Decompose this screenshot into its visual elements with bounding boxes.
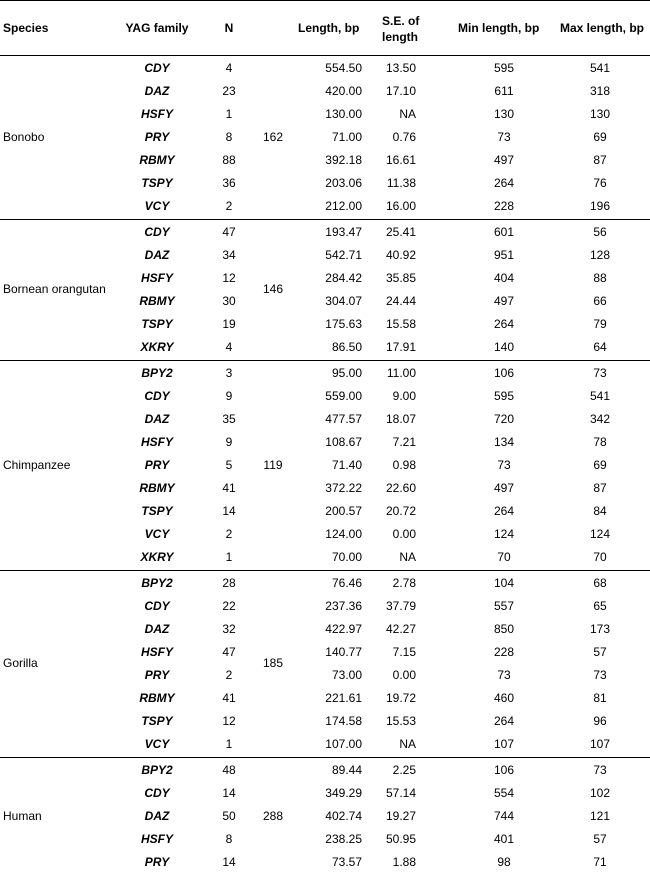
max-length-value: 541 bbox=[589, 389, 611, 403]
header-yag-family: YAG family bbox=[125, 21, 189, 35]
length-value: 304.07 bbox=[325, 294, 362, 308]
se-value: 20.72 bbox=[385, 504, 416, 518]
min-length-value: 744 bbox=[493, 809, 515, 823]
table-header bbox=[0, 0, 650, 56]
se-value: 15.58 bbox=[385, 317, 416, 331]
table-row bbox=[0, 454, 650, 477]
length-value: 284.42 bbox=[325, 271, 362, 285]
table-row bbox=[0, 664, 650, 687]
n-value: 9 bbox=[225, 435, 233, 449]
max-length-value: 56 bbox=[593, 225, 607, 239]
length-value: 70.00 bbox=[331, 550, 362, 564]
se-value: 11.00 bbox=[386, 366, 416, 380]
length-value: 140.77 bbox=[325, 645, 362, 659]
n-value: 22 bbox=[222, 599, 236, 613]
max-length-value: 64 bbox=[593, 340, 607, 354]
header-species: Species bbox=[3, 21, 49, 35]
yag-family: XKRY bbox=[140, 340, 174, 354]
species-total: 185 bbox=[262, 656, 284, 670]
yag-family: PRY bbox=[144, 130, 170, 144]
se-value: 0.98 bbox=[392, 458, 416, 472]
min-length-value: 720 bbox=[493, 412, 515, 426]
min-length-value: 107 bbox=[493, 737, 515, 751]
yag-family: HSFY bbox=[140, 107, 173, 121]
yag-family: XKRY bbox=[140, 550, 174, 564]
species-name: Bonobo bbox=[3, 130, 45, 144]
species-group bbox=[0, 759, 650, 874]
table-row bbox=[0, 80, 650, 103]
min-length-value: 595 bbox=[493, 61, 515, 75]
se-value: 57.14 bbox=[385, 786, 416, 800]
max-length-value: 57 bbox=[593, 645, 607, 659]
yag-family: BPY2 bbox=[141, 576, 173, 590]
length-value: 174.58 bbox=[325, 714, 362, 728]
table-row bbox=[0, 103, 650, 126]
max-length-value: 87 bbox=[593, 153, 607, 167]
n-value: 35 bbox=[222, 412, 236, 426]
length-value: 238.25 bbox=[325, 832, 362, 846]
table-row bbox=[0, 385, 650, 408]
group-divider bbox=[0, 757, 650, 758]
group-divider bbox=[0, 360, 650, 361]
table-row bbox=[0, 57, 650, 80]
min-length-value: 404 bbox=[493, 271, 515, 285]
species-name: Bornean orangutan bbox=[3, 282, 106, 296]
species-total: 146 bbox=[262, 282, 284, 296]
length-value: 349.29 bbox=[325, 786, 362, 800]
length-value: 477.57 bbox=[325, 412, 362, 426]
max-length-value: 196 bbox=[589, 199, 611, 213]
length-value: 237.36 bbox=[325, 599, 362, 613]
min-length-value: 70 bbox=[497, 550, 511, 564]
yag-family: CDY bbox=[144, 225, 170, 239]
yag-family: DAZ bbox=[144, 622, 170, 636]
se-value: 7.15 bbox=[392, 645, 416, 659]
min-length-value: 264 bbox=[493, 504, 515, 518]
max-length-value: 342 bbox=[589, 412, 611, 426]
se-value: 17.10 bbox=[385, 84, 416, 98]
length-value: 71.00 bbox=[331, 130, 362, 144]
length-value: 193.47 bbox=[325, 225, 362, 239]
n-value: 14 bbox=[222, 504, 236, 518]
min-length-value: 497 bbox=[493, 294, 515, 308]
se-value: 16.00 bbox=[385, 199, 416, 213]
se-value: 24.44 bbox=[385, 294, 416, 308]
yag-family: DAZ bbox=[144, 809, 170, 823]
n-value: 14 bbox=[222, 786, 236, 800]
min-length-value: 134 bbox=[493, 435, 515, 449]
min-length-value: 228 bbox=[493, 199, 515, 213]
yag-family: VCY bbox=[144, 737, 170, 751]
se-value: 0.00 bbox=[392, 668, 416, 682]
n-value: 48 bbox=[222, 763, 236, 777]
yag-family: DAZ bbox=[144, 248, 170, 262]
max-length-value: 73 bbox=[593, 366, 607, 380]
yag-family: CDY bbox=[144, 786, 170, 800]
table-row bbox=[0, 523, 650, 546]
length-value: 392.18 bbox=[325, 153, 362, 167]
max-length-value: 68 bbox=[593, 576, 607, 590]
table-row bbox=[0, 759, 650, 782]
n-value: 19 bbox=[222, 317, 236, 331]
max-length-value: 73 bbox=[593, 763, 607, 777]
min-length-value: 595 bbox=[493, 389, 515, 403]
min-length-value: 73 bbox=[497, 130, 511, 144]
se-value: 2.25 bbox=[392, 763, 416, 777]
n-value: 1 bbox=[225, 550, 233, 564]
min-length-value: 611 bbox=[494, 84, 514, 98]
table-row bbox=[0, 733, 650, 756]
se-value: 7.21 bbox=[392, 435, 416, 449]
min-length-value: 264 bbox=[493, 176, 515, 190]
min-length-value: 264 bbox=[493, 317, 515, 331]
species-name: Gorilla bbox=[3, 656, 38, 670]
se-value: 9.00 bbox=[392, 389, 416, 403]
length-value: 71.40 bbox=[331, 458, 362, 472]
n-value: 5 bbox=[225, 458, 233, 472]
n-value: 8 bbox=[225, 130, 233, 144]
table-row bbox=[0, 687, 650, 710]
n-value: 23 bbox=[222, 84, 236, 98]
length-value: 402.74 bbox=[325, 809, 362, 823]
max-length-value: 76 bbox=[593, 176, 607, 190]
table-row bbox=[0, 172, 650, 195]
header-se-line2: length bbox=[382, 30, 418, 44]
min-length-value: 228 bbox=[493, 645, 515, 659]
min-length-value: 106 bbox=[493, 366, 515, 380]
se-value: NA bbox=[399, 737, 416, 751]
table-row bbox=[0, 149, 650, 172]
max-length-value: 88 bbox=[593, 271, 607, 285]
header-se-line1: S.E. of bbox=[382, 14, 420, 28]
table-row bbox=[0, 710, 650, 733]
min-length-value: 401 bbox=[493, 832, 515, 846]
yag-family: DAZ bbox=[144, 412, 170, 426]
n-value: 9 bbox=[225, 389, 233, 403]
length-value: 73.00 bbox=[331, 668, 362, 682]
length-value: 221.61 bbox=[325, 691, 362, 705]
species-group bbox=[0, 221, 650, 359]
se-value: 16.61 bbox=[385, 153, 416, 167]
table-row bbox=[0, 408, 650, 431]
min-length-value: 140 bbox=[493, 340, 515, 354]
min-length-value: 497 bbox=[493, 481, 515, 495]
max-length-value: 130 bbox=[589, 107, 611, 121]
header-min-length: Min length, bp bbox=[458, 21, 540, 35]
se-value: 13.50 bbox=[385, 61, 416, 75]
n-value: 47 bbox=[222, 645, 236, 659]
n-value: 2 bbox=[225, 668, 233, 682]
se-value: 2.78 bbox=[392, 576, 416, 590]
yag-family: TSPY bbox=[141, 317, 173, 331]
max-length-value: 71 bbox=[593, 855, 607, 869]
yag-family: CDY bbox=[144, 599, 170, 613]
max-length-value: 79 bbox=[593, 317, 607, 331]
length-value: 86.50 bbox=[331, 340, 362, 354]
yag-family: HSFY bbox=[140, 271, 173, 285]
yag-family: TSPY bbox=[141, 714, 173, 728]
table-row bbox=[0, 477, 650, 500]
yag-family: TSPY bbox=[141, 504, 173, 518]
yag-family: PRY bbox=[144, 668, 170, 682]
table-row bbox=[0, 195, 650, 218]
min-length-value: 497 bbox=[493, 153, 515, 167]
n-value: 12 bbox=[222, 714, 236, 728]
yag-family: HSFY bbox=[140, 435, 173, 449]
se-value: 22.60 bbox=[385, 481, 416, 495]
length-value: 554.50 bbox=[325, 61, 362, 75]
max-length-value: 65 bbox=[593, 599, 607, 613]
min-length-value: 557 bbox=[493, 599, 515, 613]
yag-family: CDY bbox=[144, 61, 170, 75]
min-length-value: 850 bbox=[493, 622, 515, 636]
length-value: 124.00 bbox=[325, 527, 362, 541]
length-value: 420.00 bbox=[325, 84, 362, 98]
n-value: 88 bbox=[222, 153, 236, 167]
se-value: 11.38 bbox=[386, 176, 416, 190]
table-row bbox=[0, 641, 650, 664]
max-length-value: 66 bbox=[593, 294, 607, 308]
se-value: 0.76 bbox=[392, 130, 416, 144]
max-length-value: 84 bbox=[593, 504, 607, 518]
se-value: 50.95 bbox=[385, 832, 416, 846]
se-value: 19.27 bbox=[385, 809, 416, 823]
n-value: 41 bbox=[222, 481, 236, 495]
se-value: 19.72 bbox=[385, 691, 416, 705]
length-value: 203.06 bbox=[325, 176, 362, 190]
max-length-value: 102 bbox=[589, 786, 611, 800]
min-length-value: 130 bbox=[493, 107, 515, 121]
yag-family: VCY bbox=[144, 199, 170, 213]
se-value: 17.91 bbox=[385, 340, 416, 354]
max-length-value: 124 bbox=[589, 527, 611, 541]
table-row bbox=[0, 782, 650, 805]
group-divider bbox=[0, 570, 650, 571]
species-name: Human bbox=[3, 809, 42, 823]
se-value: 40.92 bbox=[385, 248, 416, 262]
n-value: 3 bbox=[225, 366, 233, 380]
se-value: 37.79 bbox=[385, 599, 416, 613]
n-value: 50 bbox=[222, 809, 236, 823]
se-value: 35.85 bbox=[385, 271, 416, 285]
species-group bbox=[0, 57, 650, 218]
max-length-value: 96 bbox=[593, 714, 607, 728]
n-value: 41 bbox=[222, 691, 236, 705]
n-value: 47 bbox=[222, 225, 236, 239]
max-length-value: 69 bbox=[593, 130, 607, 144]
n-value: 30 bbox=[222, 294, 236, 308]
max-length-value: 81 bbox=[593, 691, 607, 705]
table-row bbox=[0, 244, 650, 267]
max-length-value: 318 bbox=[589, 84, 611, 98]
n-value: 34 bbox=[222, 248, 236, 262]
yag-family: RBMY bbox=[139, 153, 175, 167]
length-value: 372.22 bbox=[325, 481, 362, 495]
table-row bbox=[0, 336, 650, 359]
length-value: 76.46 bbox=[331, 576, 362, 590]
yag-family: RBMY bbox=[139, 691, 175, 705]
table-row bbox=[0, 290, 650, 313]
se-value: 1.88 bbox=[392, 855, 416, 869]
max-length-value: 87 bbox=[593, 481, 607, 495]
yag-family: DAZ bbox=[144, 84, 170, 98]
n-value: 14 bbox=[222, 855, 236, 869]
min-length-value: 98 bbox=[497, 855, 511, 869]
max-length-value: 78 bbox=[593, 435, 607, 449]
n-value: 8 bbox=[225, 832, 233, 846]
length-value: 130.00 bbox=[325, 107, 362, 121]
min-length-value: 106 bbox=[493, 763, 515, 777]
species-name: Chimpanzee bbox=[3, 458, 71, 472]
table-row bbox=[0, 126, 650, 149]
yag-family: CDY bbox=[144, 389, 170, 403]
yag-family: HSFY bbox=[140, 832, 173, 846]
header-length: Length, bp bbox=[298, 21, 360, 35]
se-value: NA bbox=[399, 107, 416, 121]
max-length-value: 73 bbox=[593, 668, 607, 682]
se-value: 15.53 bbox=[385, 714, 416, 728]
length-value: 95.00 bbox=[331, 366, 362, 380]
n-value: 36 bbox=[222, 176, 236, 190]
max-length-value: 70 bbox=[593, 550, 607, 564]
min-length-value: 264 bbox=[493, 714, 515, 728]
se-value: NA bbox=[399, 550, 416, 564]
length-value: 108.67 bbox=[325, 435, 362, 449]
n-value: 12 bbox=[222, 271, 236, 285]
max-length-value: 541 bbox=[589, 61, 611, 75]
table-row bbox=[0, 805, 650, 828]
table-row bbox=[0, 267, 650, 290]
min-length-value: 951 bbox=[493, 248, 515, 262]
max-length-value: 107 bbox=[589, 737, 611, 751]
yag-family: PRY bbox=[144, 855, 170, 869]
max-length-value: 121 bbox=[589, 809, 611, 823]
min-length-value: 73 bbox=[497, 458, 511, 472]
table-row bbox=[0, 546, 650, 569]
se-value: 18.07 bbox=[385, 412, 416, 426]
table-row bbox=[0, 221, 650, 244]
yag-family: RBMY bbox=[139, 481, 175, 495]
header-max-length: Max length, bp bbox=[560, 21, 644, 35]
table-row bbox=[0, 618, 650, 641]
n-value: 28 bbox=[222, 576, 236, 590]
min-length-value: 73 bbox=[497, 668, 511, 682]
table-row bbox=[0, 828, 650, 851]
n-value: 1 bbox=[225, 107, 233, 121]
yag-family: TSPY bbox=[141, 176, 173, 190]
table-row bbox=[0, 595, 650, 618]
se-value: 25.41 bbox=[385, 225, 416, 239]
table-row bbox=[0, 313, 650, 336]
min-length-value: 554 bbox=[493, 786, 515, 800]
n-value: 2 bbox=[225, 199, 233, 213]
table-row bbox=[0, 431, 650, 454]
length-value: 200.57 bbox=[325, 504, 362, 518]
n-value: 1 bbox=[225, 737, 233, 751]
length-value: 559.00 bbox=[325, 389, 362, 403]
group-divider bbox=[0, 219, 650, 220]
length-value: 175.63 bbox=[325, 317, 362, 331]
max-length-value: 57 bbox=[593, 832, 607, 846]
se-value: 42.27 bbox=[385, 622, 416, 636]
species-total: 288 bbox=[262, 809, 284, 823]
yag-family: PRY bbox=[144, 458, 170, 472]
yag-family: BPY2 bbox=[141, 763, 173, 777]
table-row bbox=[0, 362, 650, 385]
length-value: 89.44 bbox=[331, 763, 362, 777]
n-value: 4 bbox=[225, 61, 233, 75]
min-length-value: 460 bbox=[493, 691, 515, 705]
table-row bbox=[0, 500, 650, 523]
table-row bbox=[0, 851, 650, 874]
max-length-value: 128 bbox=[589, 248, 611, 262]
species-group bbox=[0, 362, 650, 569]
yag-family: VCY bbox=[144, 527, 170, 541]
table-row bbox=[0, 572, 650, 595]
species-total: 119 bbox=[263, 458, 283, 472]
n-value: 4 bbox=[225, 340, 233, 354]
min-length-value: 104 bbox=[493, 576, 515, 590]
n-value: 32 bbox=[222, 622, 236, 636]
species-total: 162 bbox=[262, 130, 284, 144]
yag-family: HSFY bbox=[140, 645, 173, 659]
length-value: 542.71 bbox=[325, 248, 362, 262]
min-length-value: 124 bbox=[493, 527, 515, 541]
yag-family: BPY2 bbox=[141, 366, 173, 380]
header-n: N bbox=[224, 21, 234, 35]
yag-family: RBMY bbox=[139, 294, 175, 308]
length-value: 107.00 bbox=[325, 737, 362, 751]
min-length-value: 601 bbox=[493, 225, 515, 239]
length-value: 422.97 bbox=[325, 622, 362, 636]
length-value: 73.57 bbox=[331, 855, 362, 869]
max-length-value: 173 bbox=[589, 622, 611, 636]
length-value: 212.00 bbox=[325, 199, 362, 213]
species-group bbox=[0, 572, 650, 756]
max-length-value: 69 bbox=[593, 458, 607, 472]
n-value: 2 bbox=[225, 527, 233, 541]
se-value: 0.00 bbox=[392, 527, 416, 541]
